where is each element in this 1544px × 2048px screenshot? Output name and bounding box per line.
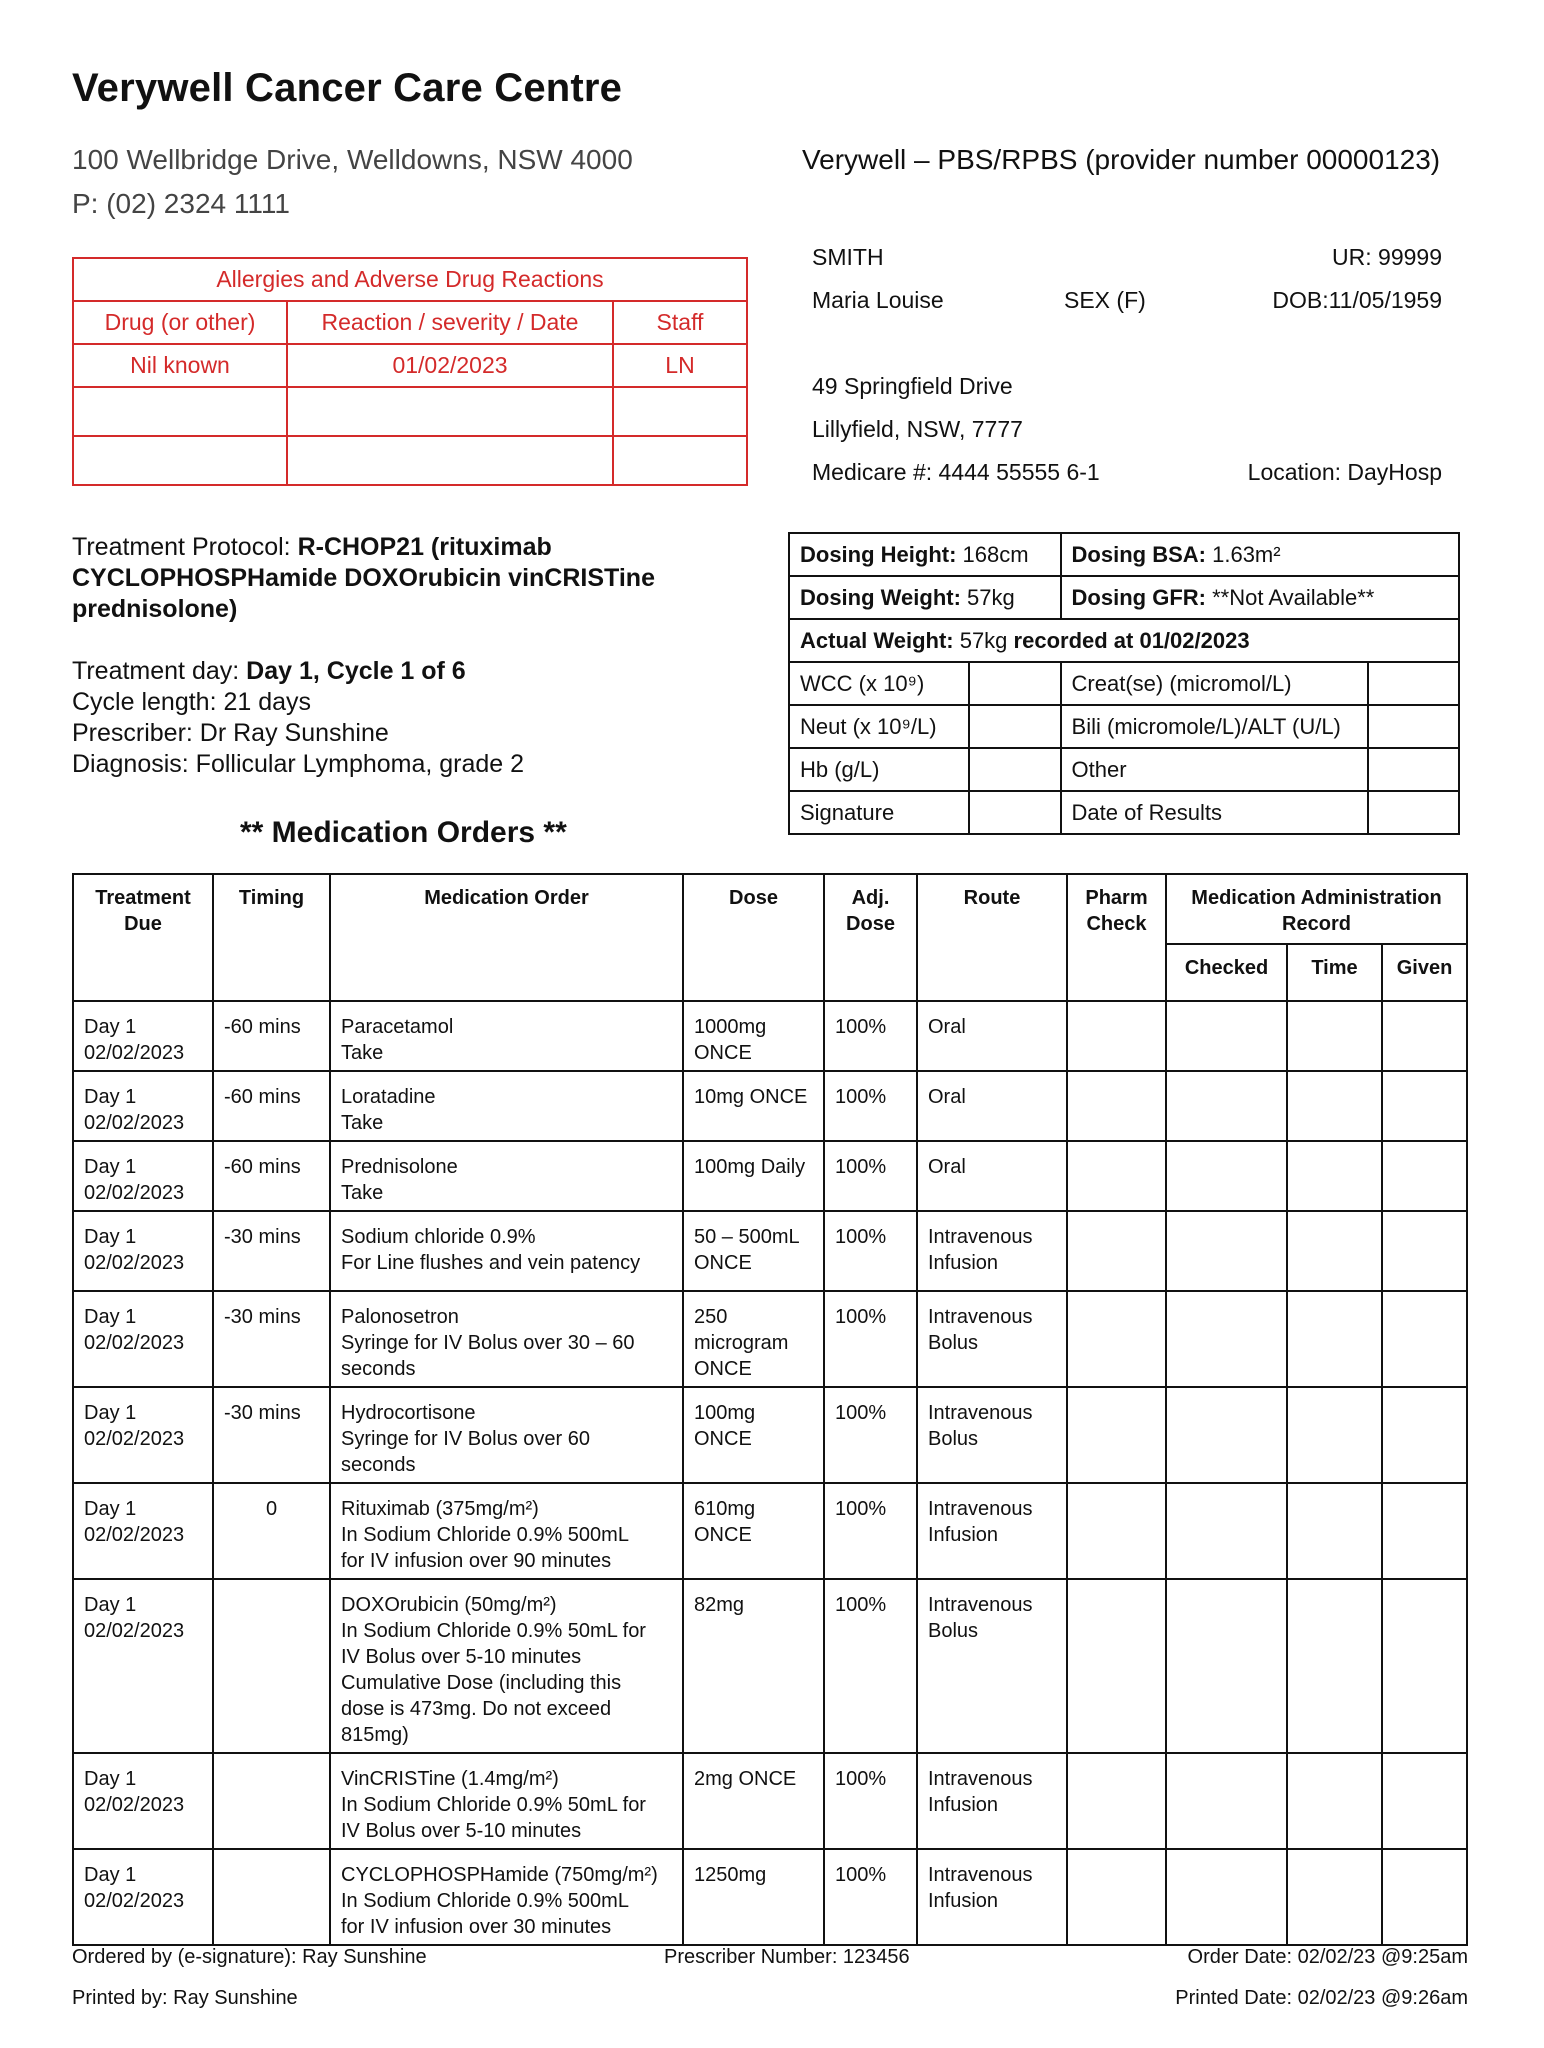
cycle-length: Cycle length: 21 days: [72, 688, 312, 716]
cell-line: Take: [341, 1112, 384, 1134]
cell-line: Sodium chloride 0.9%: [341, 1226, 536, 1248]
order-timing: -60 mins: [213, 1141, 330, 1211]
cell-line: Oral: [928, 1016, 966, 1038]
prescriber: Prescriber: Dr Ray Sunshine: [72, 719, 389, 747]
cell-line: Intravenous: [928, 1594, 1033, 1616]
cell-line: ONCE: [694, 1252, 752, 1274]
ordered-by: Ordered by (e-signature): Ray Sunshine: [72, 1946, 427, 1968]
order-time: [1287, 1483, 1382, 1579]
order-time: [1287, 1387, 1382, 1483]
cell-line: VinCRISTine (1.4mg/m²): [341, 1768, 559, 1790]
order-time: [1287, 1071, 1382, 1141]
order-route: [917, 1483, 1067, 1579]
order-pharm-check: [1067, 1071, 1166, 1141]
order-given: [1382, 1579, 1467, 1753]
order-treatment-due: [73, 1071, 213, 1141]
patient-dob: DOB:11/05/1959: [1272, 287, 1442, 313]
order-dose: [683, 1141, 824, 1211]
medication-orders-table: [72, 873, 1468, 1946]
cell-line: Intravenous: [928, 1402, 1033, 1424]
centre-address: 100 Wellbridge Drive, Welldowns, NSW 4000: [72, 144, 633, 175]
allergies-empty-cell: [287, 436, 613, 485]
cell-line: 100mg: [694, 1402, 756, 1424]
medication-orders-heading: ** Medication Orders **: [240, 816, 567, 849]
patient-surname: SMITH: [812, 244, 884, 270]
cell-line: Prednisolone: [341, 1156, 458, 1178]
cell-line: 610mg: [694, 1498, 756, 1520]
col-adj-dose: Adj. Dose: [824, 874, 917, 1001]
order-given: [1382, 1141, 1467, 1211]
order-due-day: Day 1: [84, 1594, 137, 1616]
order-timing: 0: [213, 1483, 330, 1579]
order-pharm-check: [1067, 1579, 1166, 1753]
cell-line: 50 – 500mL: [694, 1226, 800, 1248]
allergies-empty-cell: [73, 436, 287, 485]
order-adj-dose: 100%: [824, 1141, 917, 1211]
order-due-date: 02/02/2023: [84, 1794, 185, 1816]
order-checked: [1166, 1849, 1287, 1945]
col-treatment-due: Treatment Due: [73, 874, 213, 1001]
cell-line: In Sodium Chloride 0.9% 500mL: [341, 1890, 629, 1912]
cell-line: In Sodium Chloride 0.9% 50mL for: [341, 1794, 646, 1816]
col-route: Route: [917, 874, 1067, 1001]
col-dose: Dose: [683, 874, 824, 1001]
order-time: [1287, 1579, 1382, 1753]
order-time: [1287, 1141, 1382, 1211]
lab-date-results-label: Date of Results: [1061, 791, 1369, 834]
diagnosis: Diagnosis: Follicular Lymphoma, grade 2: [72, 750, 525, 778]
treatment-protocol-value: R-CHOP21 (rituximab CYCLOPHOSPHamide DOXOrubicin vinCRISTine prednisolone): [72, 533, 655, 623]
lab-bili-label: Bili (micromole/L)/ALT (U/L): [1061, 705, 1369, 748]
order-row: [73, 1387, 1467, 1483]
order-due-day: Day 1: [84, 1498, 137, 1520]
order-due-day: Day 1: [84, 1016, 137, 1038]
order-due-date: 02/02/2023: [84, 1182, 185, 1204]
cell-line: In Sodium Chloride 0.9% 50mL for: [341, 1620, 646, 1642]
lab-creat-value: [1368, 662, 1459, 705]
order-adj-dose: 100%: [824, 1483, 917, 1579]
cell-line: 250: [694, 1306, 728, 1328]
lab-neut-label: Neut (x 10⁹/L): [789, 705, 969, 748]
order-route: [917, 1141, 1067, 1211]
allergies-empty-cell: [613, 436, 747, 485]
order-timing: -60 mins: [213, 1071, 330, 1141]
order-route: [917, 1291, 1067, 1387]
cell-line: Hydrocortisone: [341, 1402, 476, 1424]
cell-line: IV Bolus over 5-10 minutes: [341, 1820, 582, 1842]
order-timing: -30 mins: [213, 1211, 330, 1291]
order-adj-dose: 100%: [824, 1579, 917, 1753]
allergies-title: Allergies and Adverse Drug Reactions: [73, 258, 747, 301]
order-adj-dose: 100%: [824, 1753, 917, 1849]
order-due-day: Day 1: [84, 1226, 137, 1248]
order-dose: [683, 1579, 824, 1753]
order-due-date: 02/02/2023: [84, 1890, 185, 1912]
cell-line: Infusion: [928, 1252, 999, 1274]
cell-line: Syringe for IV Bolus over 60: [341, 1428, 591, 1450]
order-checked: [1166, 1753, 1287, 1849]
order-treatment-due: [73, 1141, 213, 1211]
treatment-protocol: [72, 532, 752, 625]
cell-line: Intravenous: [928, 1498, 1033, 1520]
cell-line: Infusion: [928, 1890, 999, 1912]
order-checked: [1166, 1071, 1287, 1141]
allergies-header-staff: Staff: [613, 301, 747, 344]
patient-address-line1: 49 Springfield Drive: [812, 373, 1013, 399]
allergies-table: [72, 257, 748, 486]
order-timing: [213, 1753, 330, 1849]
order-due-date: 02/02/2023: [84, 1524, 185, 1546]
cell-line: Bolus: [928, 1428, 979, 1450]
order-medication: [330, 1071, 683, 1141]
lab-signature-value: [969, 791, 1061, 834]
order-dose: [683, 1211, 824, 1291]
order-time: [1287, 1001, 1382, 1071]
order-route: [917, 1753, 1067, 1849]
order-timing: [213, 1849, 330, 1945]
cell-line: Intravenous: [928, 1226, 1033, 1248]
lab-other-value: [1368, 748, 1459, 791]
cell-line: for IV infusion over 30 minutes: [341, 1916, 612, 1938]
order-dose: [683, 1071, 824, 1141]
allergies-header-reaction: Reaction / severity / Date: [287, 301, 613, 344]
order-due-date: 02/02/2023: [84, 1332, 185, 1354]
lab-other-label: Other: [1061, 748, 1369, 791]
prescriber-number: Prescriber Number: 123456: [664, 1946, 910, 1968]
cell-line: Infusion: [928, 1524, 999, 1546]
cell-line: ONCE: [694, 1042, 752, 1064]
lab-bili-value: [1368, 705, 1459, 748]
cell-line: 82mg: [694, 1594, 745, 1616]
order-route: [917, 1211, 1067, 1291]
lab-wcc-value: [969, 662, 1061, 705]
order-row: [73, 1579, 1467, 1753]
order-dose: [683, 1291, 824, 1387]
actual-weight: Actual Weight: 57kg recorded at 01/02/2023: [789, 619, 1459, 662]
cell-line: Oral: [928, 1086, 966, 1108]
order-due-date: 02/02/2023: [84, 1042, 185, 1064]
order-due-day: Day 1: [84, 1402, 137, 1424]
order-due-day: Day 1: [84, 1768, 137, 1790]
cell-line: ONCE: [694, 1428, 752, 1450]
cell-line: Syringe for IV Bolus over 30 – 60: [341, 1332, 635, 1354]
order-treatment-due: [73, 1579, 213, 1753]
lab-date-results-value: [1368, 791, 1459, 834]
cell-line: 815mg): [341, 1724, 409, 1746]
order-due-day: Day 1: [84, 1864, 137, 1886]
order-due-date: 02/02/2023: [84, 1428, 185, 1450]
order-medication: [330, 1211, 683, 1291]
cell-line: Take: [341, 1042, 384, 1064]
col-given: Given: [1382, 944, 1467, 1001]
col-medication-order: Medication Order: [330, 874, 683, 1001]
printed-date: Printed Date: 02/02/23 @9:26am: [1175, 1987, 1468, 2009]
order-row: [73, 1483, 1467, 1579]
cell-line: Bolus: [928, 1620, 979, 1642]
order-timing: [213, 1579, 330, 1753]
order-medication: [330, 1579, 683, 1753]
order-timing: -30 mins: [213, 1387, 330, 1483]
cell-line: dose is 473mg. Do not exceed: [341, 1698, 612, 1720]
centre-phone: P: (02) 2324 1111: [72, 188, 290, 219]
order-adj-dose: 100%: [824, 1387, 917, 1483]
cell-line: ONCE: [694, 1358, 752, 1380]
cell-line: Palonosetron: [341, 1306, 459, 1328]
order-given: [1382, 1071, 1467, 1141]
order-adj-dose: 100%: [824, 1071, 917, 1141]
cell-line: CYCLOPHOSPHamide (750mg/m²): [341, 1864, 658, 1886]
order-medication: [330, 1753, 683, 1849]
printed-by: Printed by: Ray Sunshine: [72, 1987, 298, 2009]
cell-line: In Sodium Chloride 0.9% 500mL: [341, 1524, 629, 1546]
order-checked: [1166, 1483, 1287, 1579]
cell-line: Loratadine: [341, 1086, 436, 1108]
dosing-weight: Dosing Weight: 57kg: [789, 576, 1061, 619]
order-time: [1287, 1849, 1382, 1945]
treatment-day-value: Day 1, Cycle 1 of 6: [246, 657, 466, 685]
col-checked: Checked: [1166, 944, 1287, 1001]
order-timing: -60 mins: [213, 1001, 330, 1071]
order-medication: [330, 1387, 683, 1483]
cell-line: Cumulative Dose (including this: [341, 1672, 622, 1694]
patient-ur: UR: 99999: [1332, 244, 1442, 270]
order-due-date: 02/02/2023: [84, 1112, 185, 1134]
cell-line: 10mg ONCE: [694, 1086, 808, 1108]
order-treatment-due: [73, 1001, 213, 1071]
order-medication: [330, 1291, 683, 1387]
lab-signature-label: Signature: [789, 791, 969, 834]
patient-given-names: Maria Louise: [812, 287, 944, 313]
order-pharm-check: [1067, 1483, 1166, 1579]
cell-line: Intravenous: [928, 1864, 1033, 1886]
order-date: Order Date: 02/02/23 @9:25am: [1187, 1946, 1468, 1968]
cell-line: 2mg ONCE: [694, 1768, 797, 1790]
order-checked: [1166, 1141, 1287, 1211]
cell-line: Infusion: [928, 1794, 999, 1816]
col-time: Time: [1287, 944, 1382, 1001]
order-row: [73, 1849, 1467, 1945]
cell-line: for IV infusion over 90 minutes: [341, 1550, 612, 1572]
dosing-gfr: Dosing GFR: **Not Available**: [1061, 576, 1459, 619]
order-given: [1382, 1849, 1467, 1945]
order-adj-dose: 100%: [824, 1291, 917, 1387]
cell-line: IV Bolus over 5-10 minutes: [341, 1646, 582, 1668]
order-adj-dose: 100%: [824, 1849, 917, 1945]
cell-line: Paracetamol: [341, 1016, 454, 1038]
cell-line: 100mg Daily: [694, 1156, 806, 1178]
allergies-empty-cell: [287, 387, 613, 436]
order-dose: [683, 1001, 824, 1071]
allergies-cell-reaction: 01/02/2023: [287, 344, 613, 387]
allergies-cell-drug: Nil known: [73, 344, 287, 387]
order-checked: [1166, 1291, 1287, 1387]
order-row: [73, 1071, 1467, 1141]
cell-line: 1000mg: [694, 1016, 767, 1038]
order-due-date: 02/02/2023: [84, 1620, 185, 1642]
allergies-empty-cell: [613, 387, 747, 436]
col-pharm-check: Pharm Check: [1067, 874, 1166, 1001]
cell-line: Rituximab (375mg/m²): [341, 1498, 539, 1520]
order-row: [73, 1141, 1467, 1211]
order-due-day: Day 1: [84, 1306, 137, 1328]
allergies-empty-cell: [73, 387, 287, 436]
order-medication: [330, 1001, 683, 1071]
cell-line: Intravenous: [928, 1306, 1033, 1328]
cell-line: DOXOrubicin (50mg/m²): [341, 1594, 557, 1616]
order-dose: [683, 1753, 824, 1849]
col-timing: Timing: [213, 874, 330, 1001]
order-adj-dose: 100%: [824, 1211, 917, 1291]
dosing-table: [788, 532, 1460, 835]
order-dose: [683, 1483, 824, 1579]
dosing-bsa: Dosing BSA: 1.63m²: [1061, 533, 1459, 576]
order-given: [1382, 1211, 1467, 1291]
order-pharm-check: [1067, 1849, 1166, 1945]
cell-line: 1250mg: [694, 1864, 767, 1886]
order-row: [73, 1211, 1467, 1291]
order-dose: [683, 1849, 824, 1945]
cell-line: ONCE: [694, 1524, 752, 1546]
order-route: [917, 1001, 1067, 1071]
order-dose: [683, 1387, 824, 1483]
lab-wcc-label: WCC (x 10⁹): [789, 662, 969, 705]
cell-line: Bolus: [928, 1332, 979, 1354]
order-treatment-due: [73, 1291, 213, 1387]
lab-neut-value: [969, 705, 1061, 748]
order-medication: [330, 1483, 683, 1579]
order-checked: [1166, 1579, 1287, 1753]
order-checked: [1166, 1001, 1287, 1071]
order-treatment-due: [73, 1483, 213, 1579]
allergies-cell-staff: LN: [613, 344, 747, 387]
medication-orders-body: [73, 1001, 1467, 1945]
order-timing: -30 mins: [213, 1291, 330, 1387]
order-pharm-check: [1067, 1387, 1166, 1483]
order-medication: [330, 1141, 683, 1211]
treatment-day-label: Treatment day:: [72, 657, 247, 685]
order-pharm-check: [1067, 1141, 1166, 1211]
patient-location: Location: DayHosp: [1247, 459, 1442, 485]
lab-hb-value: [969, 748, 1061, 791]
patient-sex: SEX (F): [1064, 287, 1146, 313]
order-route: [917, 1579, 1067, 1753]
order-given: [1382, 1387, 1467, 1483]
order-medication: [330, 1849, 683, 1945]
order-time: [1287, 1753, 1382, 1849]
lab-creat-label: Creat(se) (micromol/L): [1061, 662, 1369, 705]
order-pharm-check: [1067, 1211, 1166, 1291]
order-time: [1287, 1291, 1382, 1387]
order-due-day: Day 1: [84, 1156, 137, 1178]
order-treatment-due: [73, 1387, 213, 1483]
order-time: [1287, 1211, 1382, 1291]
centre-address-block: [72, 138, 633, 226]
dosing-height: Dosing Height: 168cm: [789, 533, 1061, 576]
cell-line: Take: [341, 1182, 384, 1204]
order-treatment-due: [73, 1849, 213, 1945]
order-row: [73, 1291, 1467, 1387]
order-checked: [1166, 1387, 1287, 1483]
order-given: [1382, 1291, 1467, 1387]
patient-address-line2: Lillyfield, NSW, 7777: [812, 416, 1023, 442]
order-due-date: 02/02/2023: [84, 1252, 185, 1274]
order-due-day: Day 1: [84, 1086, 137, 1108]
order-pharm-check: [1067, 1753, 1166, 1849]
order-route: [917, 1387, 1067, 1483]
allergies-header-drug: Drug (or other): [73, 301, 287, 344]
order-treatment-due: [73, 1211, 213, 1291]
order-given: [1382, 1483, 1467, 1579]
order-row: [73, 1001, 1467, 1071]
cell-line: Intravenous: [928, 1768, 1033, 1790]
cell-line: seconds: [341, 1358, 416, 1380]
order-pharm-check: [1067, 1291, 1166, 1387]
col-admin-record: Medication Administration Record: [1166, 874, 1467, 944]
cell-line: seconds: [341, 1454, 416, 1476]
order-pharm-check: [1067, 1001, 1166, 1071]
centre-title: Verywell Cancer Care Centre: [72, 66, 623, 110]
cell-line: Oral: [928, 1156, 966, 1178]
cell-line: For Line flushes and vein patency: [341, 1252, 641, 1274]
provider-number: Verywell – PBS/RPBS (provider number 00000123): [802, 144, 1441, 175]
order-treatment-due: [73, 1753, 213, 1849]
treatment-details: [72, 656, 524, 780]
order-route: [917, 1849, 1067, 1945]
order-adj-dose: 100%: [824, 1001, 917, 1071]
treatment-protocol-label: Treatment Protocol:: [72, 533, 298, 561]
patient-medicare: Medicare #: 4444 55555 6-1: [812, 459, 1100, 485]
order-checked: [1166, 1211, 1287, 1291]
order-row: [73, 1753, 1467, 1849]
treatment-day: [72, 656, 524, 687]
lab-hb-label: Hb (g/L): [789, 748, 969, 791]
order-given: [1382, 1753, 1467, 1849]
order-route: [917, 1071, 1067, 1141]
order-given: [1382, 1001, 1467, 1071]
cell-line: microgram: [694, 1332, 789, 1354]
